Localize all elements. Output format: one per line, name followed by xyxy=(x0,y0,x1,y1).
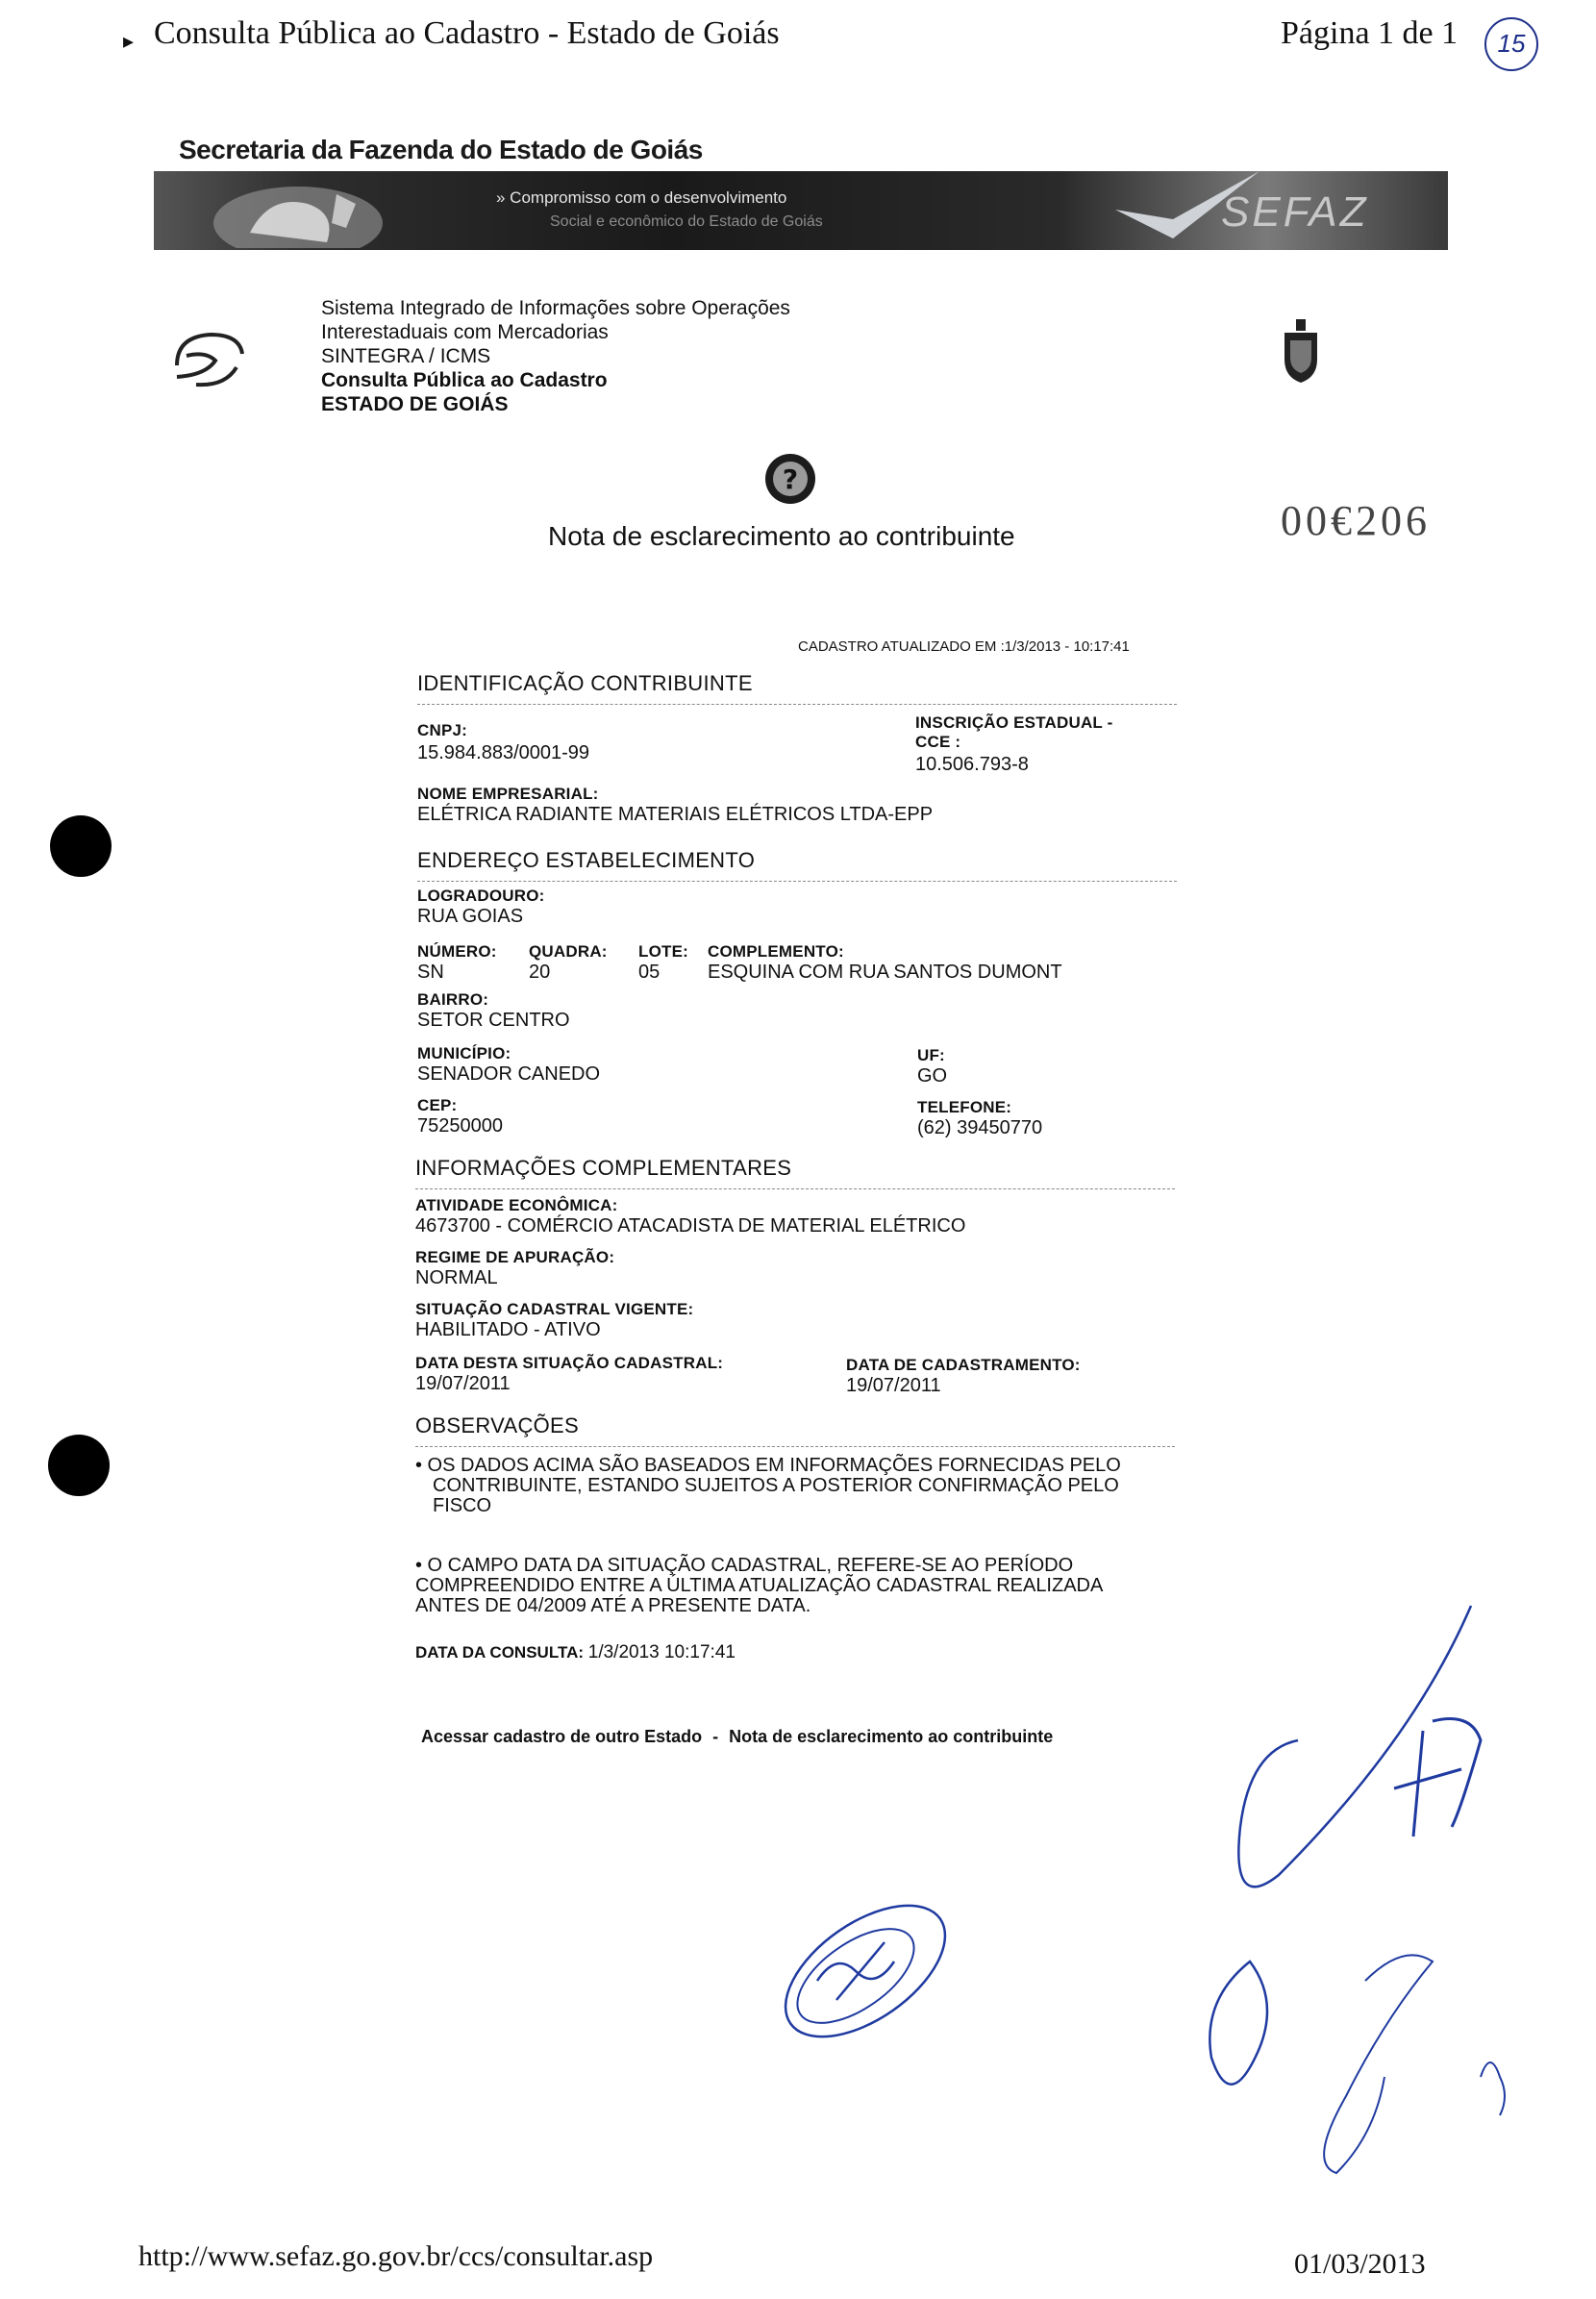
banner-org-title: Secretaria da Fazenda do Estado de Goiás xyxy=(179,135,703,164)
section-identificacao: IDENTIFICAÇÃO CONTRIBUINTE xyxy=(417,671,753,695)
cep-value: 75250000 xyxy=(417,1115,503,1137)
numero-value: SN xyxy=(417,962,444,983)
link-outro-estado[interactable]: Acessar cadastro de outro Estado xyxy=(421,1727,703,1746)
system-line-1: Sistema Integrado de Informações sobre Operações xyxy=(321,297,790,319)
cep-label: CEP: xyxy=(417,1096,458,1114)
municipio-value: SENADOR CANEDO xyxy=(417,1063,601,1085)
help-question-icon[interactable] xyxy=(763,452,817,506)
regime-value: NORMAL xyxy=(415,1267,498,1288)
data-cadastro-value: 19/07/2011 xyxy=(846,1375,941,1396)
municipio-label: MUNICÍPIO: xyxy=(417,1044,511,1062)
numero-label: NÚMERO: xyxy=(417,942,497,961)
stamped-number: 00€206 xyxy=(1281,497,1431,544)
data-situacao-value: 19/07/2011 xyxy=(415,1373,511,1394)
regime-label: REGIME DE APURAÇÃO: xyxy=(415,1248,615,1266)
banner-slogan-1: » Compromisso com o desenvolvimento xyxy=(496,188,787,207)
bullet-mark: ▸ xyxy=(123,29,135,53)
uf-label: UF: xyxy=(917,1046,945,1064)
updated-timestamp: CADASTRO ATUALIZADO EM :1/3/2013 - 10:17:41 xyxy=(798,638,1130,655)
situacao-value: HABILITADO - ATIVO xyxy=(415,1319,601,1340)
obs1-line-3: FISCO xyxy=(433,1495,492,1516)
section-endereco: ENDEREÇO ESTABELECIMENTO xyxy=(417,848,756,872)
logradouro-value: RUA GOIAS xyxy=(417,906,524,927)
atividade-label: ATIVIDADE ECONÔMICA: xyxy=(415,1196,618,1214)
data-consulta-label: DATA DA CONSULTA: xyxy=(415,1643,585,1662)
state-coat-of-arms-icon xyxy=(1279,317,1323,387)
print-header-page: Página 1 de 1 xyxy=(1281,15,1459,51)
complemento-label: COMPLEMENTO: xyxy=(708,942,844,961)
binder-hole-top xyxy=(50,815,112,877)
telefone-label: TELEFONE: xyxy=(917,1098,1012,1116)
ie-label-2: CCE : xyxy=(915,733,961,751)
obs2-line-3: ANTES DE 04/2009 ATÉ A PRESENTE DATA. xyxy=(415,1595,811,1616)
data-situacao-label: DATA DESTA SITUAÇÃO CADASTRAL: xyxy=(415,1354,724,1372)
section-complementares: INFORMAÇÕES COMPLEMENTARES xyxy=(415,1156,792,1180)
footer-links xyxy=(421,1727,1053,1747)
sintegra-logo-icon xyxy=(158,317,254,394)
bairro-value: SETOR CENTRO xyxy=(417,1010,570,1031)
banner-slogan-2: Social e econômico do Estado de Goiás xyxy=(550,213,823,230)
lote-value: 05 xyxy=(638,962,661,983)
obs2-line-2: COMPREENDIDO ENTRE A ÚLTIMA ATUALIZAÇÃO CADASTRAL REALIZADA xyxy=(415,1575,1104,1596)
signature-right xyxy=(1192,1596,1558,2192)
bairro-label: BAIRRO: xyxy=(417,990,489,1009)
link-separator: - xyxy=(712,1727,719,1746)
cnpj-value: 15.984.883/0001-99 xyxy=(417,742,590,763)
globe-graphic xyxy=(212,175,404,248)
ie-value: 10.506.793-8 xyxy=(915,754,1029,775)
data-consulta-value: 1/3/2013 10:17:41 xyxy=(587,1642,736,1662)
binder-hole-bottom xyxy=(48,1435,110,1496)
system-line-5: ESTADO DE GOIÁS xyxy=(321,393,509,415)
ie-label-1: INSCRIÇÃO ESTADUAL - xyxy=(915,713,1113,732)
obs2-line-1: • O CAMPO DATA DA SITUAÇÃO CADASTRAL, REFERE-SE AO PERÍODO xyxy=(415,1555,1074,1576)
section-observacoes: OBSERVAÇÕES xyxy=(415,1413,579,1437)
cnpj-label: CNPJ: xyxy=(417,721,468,739)
footer-date: 01/03/2013 xyxy=(1294,2248,1426,2280)
note-title: Nota de esclarecimento ao contribuinte xyxy=(548,521,1015,551)
svg-text:?: ? xyxy=(782,463,799,495)
link-nota-esclarecimento[interactable]: Nota de esclarecimento ao contribuinte xyxy=(729,1727,1054,1746)
system-line-3: SINTEGRA / ICMS xyxy=(321,345,491,367)
data-cadastro-label: DATA DE CADASTRAMENTO: xyxy=(846,1356,1081,1374)
obs1-line-1: • OS DADOS ACIMA SÃO BASEADOS EM INFORMAÇÕES FORNECIDAS PELO xyxy=(415,1455,1121,1476)
quadra-label: QUADRA: xyxy=(529,942,608,961)
sefaz-banner xyxy=(154,171,1448,250)
footer-url: http://www.sefaz.go.gov.br/ccs/consultar.asp xyxy=(138,2240,654,2272)
quadra-value: 20 xyxy=(529,962,551,983)
atividade-value: 4673700 - COMÉRCIO ATACADISTA DE MATERIAL ELÉTRICO xyxy=(415,1215,966,1237)
situacao-label: SITUAÇÃO CADASTRAL VIGENTE: xyxy=(415,1300,694,1318)
nome-label: NOME EMPRESARIAL: xyxy=(417,785,599,803)
nome-value: ELÉTRICA RADIANTE MATERIAIS ELÉTRICOS LTDA-EPP xyxy=(417,804,934,825)
obs1-line-2: CONTRIBUINTE, ESTANDO SUJEITOS A POSTERIOR CONFIRMAÇÃO PELO xyxy=(433,1475,1119,1496)
system-line-2: Interestaduais com Mercadorias xyxy=(321,321,609,343)
handwritten-page-mark: 15 xyxy=(1484,17,1538,71)
sefaz-logo-text: SEFAZ xyxy=(1221,188,1369,236)
data-consulta xyxy=(415,1642,736,1663)
logradouro-label: LOGRADOURO: xyxy=(417,887,545,905)
signature-rubric-center xyxy=(769,1885,961,2058)
telefone-value: (62) 39450770 xyxy=(917,1117,1043,1138)
print-header-title: Consulta Pública ao Cadastro - Estado de Goiás xyxy=(154,15,780,51)
uf-value: GO xyxy=(917,1065,948,1087)
lote-label: LOTE: xyxy=(638,942,688,961)
complemento-value: ESQUINA COM RUA SANTOS DUMONT xyxy=(708,962,1062,983)
system-line-4: Consulta Pública ao Cadastro xyxy=(321,369,608,391)
